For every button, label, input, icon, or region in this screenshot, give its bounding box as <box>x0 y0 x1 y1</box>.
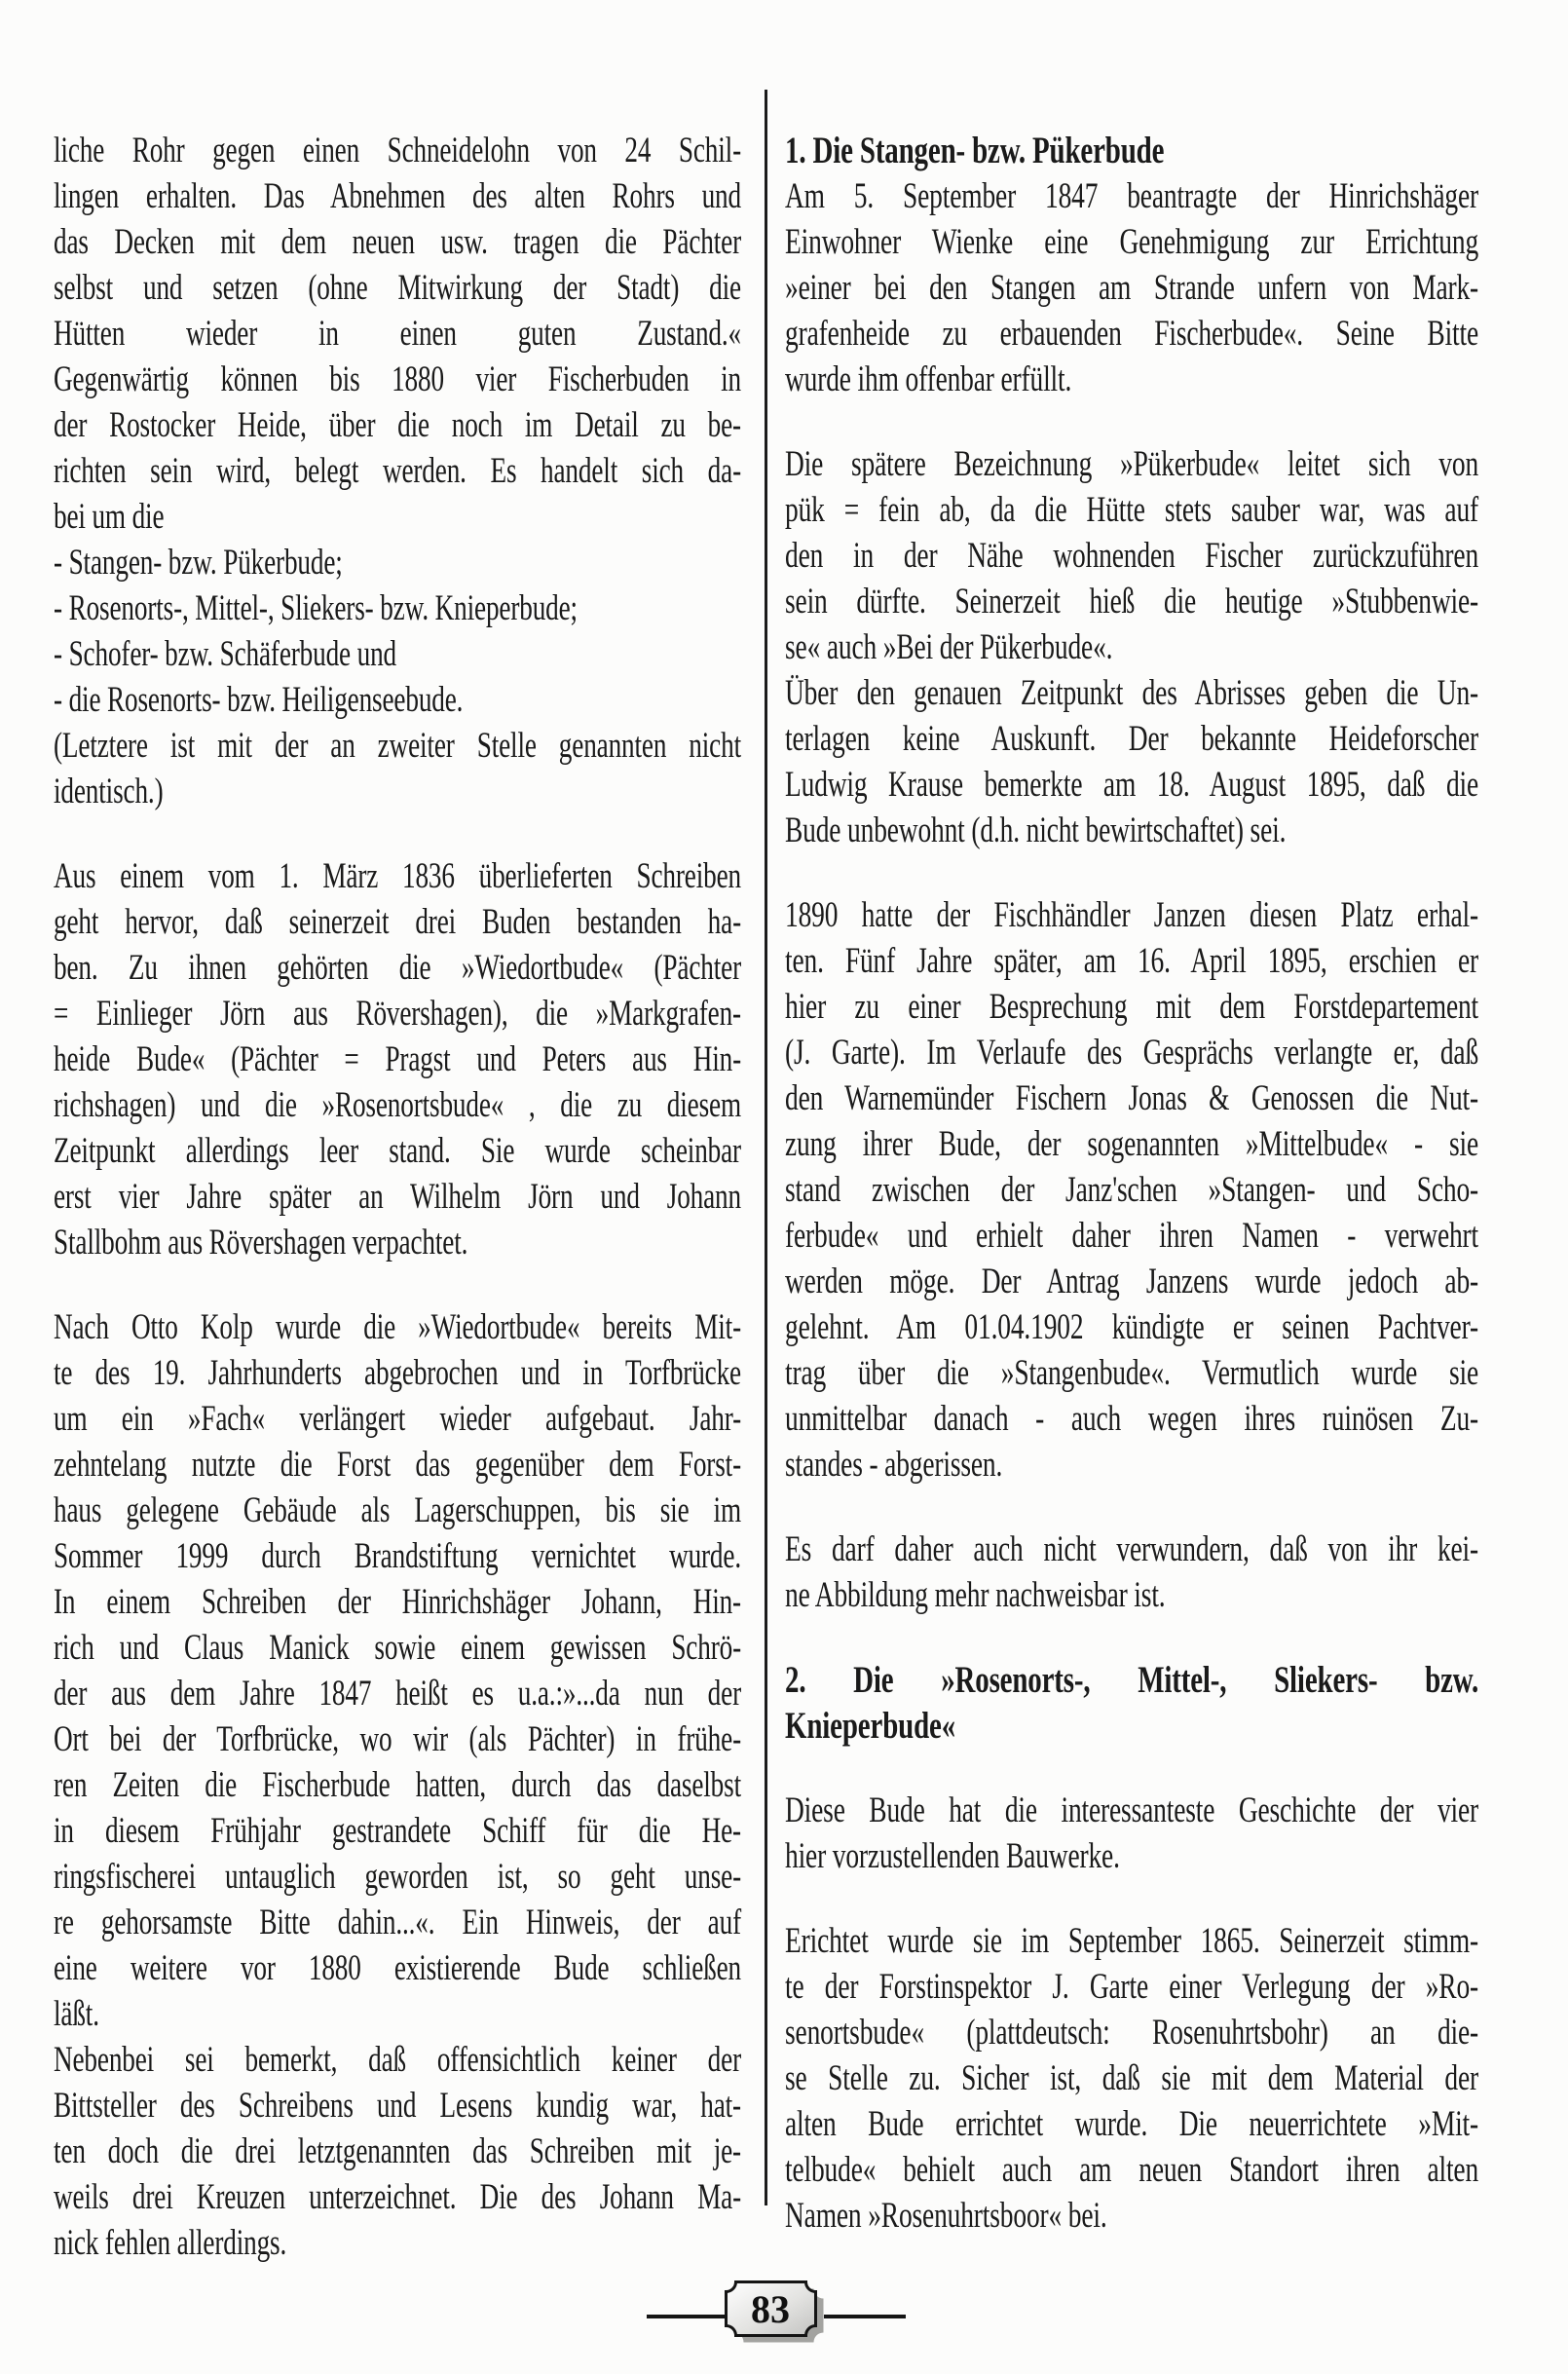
text-line: Einwohner Wienke eine Genehmigung zur Errichtung <box>785 222 1479 262</box>
text-line: richten sein wird, belegt werden. Es handelt sich da- <box>54 451 741 491</box>
text-line: Bude unbewohnt (d.h. nicht bewirtschaftet) sei. <box>785 810 1287 850</box>
page-number: 83 <box>751 2287 790 2331</box>
text-line: der aus dem Jahre 1847 heißt es u.a.:»...da nun der <box>54 1674 741 1714</box>
text-line: (Letztere ist mit der an zweiter Stelle genannten nicht <box>54 726 741 766</box>
text-line: werden möge. Der Antrag Janzens wurde jedoch ab- <box>785 1262 1479 1301</box>
text-line: ferbude« und erhielt daher ihren Namen - verwehrt <box>785 1216 1479 1256</box>
left-column-text <box>54 128 741 2266</box>
text-line: Nebenbei sei bemerkt, daß offensichtlich keiner der <box>54 2040 741 2080</box>
text-line: alten Bude errichtet wurde. Die neuerrichtete »Mit- <box>785 2104 1479 2144</box>
text-line: Diese Bude hat die interessanteste Geschichte der vier <box>785 1790 1479 1830</box>
text-line: ren Zeiten die Fischerbude hatten, durch das daselbst <box>54 1765 741 1805</box>
text-line: zung ihrer Bude, der sogenannten »Mittelbude« - sie <box>785 1124 1479 1164</box>
text-line: grafenheide zu erbauenden Fischerbude«. Seine Bitte <box>785 314 1479 354</box>
text-line: identisch.) <box>54 772 164 811</box>
text-line: - Rosenorts-, Mittel-, Sliekers- bzw. Knieperbude; <box>54 588 578 628</box>
text-line: Zeitpunkt allerdings leer stand. Sie wurde scheinbar <box>54 1131 741 1171</box>
paragraph <box>54 723 741 814</box>
paragraph <box>785 892 1478 1488</box>
paragraph <box>785 1918 1478 2239</box>
footer-rule-left <box>647 2315 729 2318</box>
text-line: lingen erhalten. Das Abnehmen des alten Rohrs und <box>54 176 741 216</box>
text-line: heide Bude« (Pächter = Pragst und Peters aus Hin- <box>54 1039 741 1079</box>
text-line: senortsbude« (plattdeutsch: Rosenuhrtsbohr) an die- <box>785 2013 1479 2053</box>
text-line: Gegenwärtig können bis 1880 vier Fischerbuden in <box>54 359 741 399</box>
text-line: In einem Schreiben der Hinrichshäger Johann, Hin- <box>54 1582 741 1622</box>
text-line: haus gelegene Gebäude als Lagerschuppen, bis sie im <box>54 1490 741 1530</box>
text-line: das Decken mit dem neuen usw. tragen die Pächter <box>54 222 741 262</box>
text-line: erst vier Jahre später an Wilhelm Jörn und Johann <box>54 1177 741 1217</box>
paragraph <box>54 1304 741 2037</box>
text-line: ten. Fünf Jahre später, am 16. April 1895, erschien er <box>785 941 1479 981</box>
text-line: den Warnemünder Fischern Jonas & Genossen die Nut- <box>785 1078 1479 1118</box>
text-line: den in der Nähe wohnenden Fischer zurückzuführen <box>785 536 1479 576</box>
text-line: Hütten wieder in einen guten Zustand.« <box>54 314 741 354</box>
text-line: bei um die <box>54 497 165 537</box>
section-heading <box>785 128 1478 173</box>
paragraph <box>785 670 1478 853</box>
text-line: 1890 hatte der Fischhändler Janzen diesen Platz erhal- <box>785 895 1479 935</box>
right-column <box>785 128 1478 2239</box>
text-line: = Einlieger Jörn aus Rövershagen), die »Markgrafen- <box>54 994 741 1034</box>
text-line: - Schofer- bzw. Schäferbude und <box>54 634 397 674</box>
left-column <box>54 128 741 2266</box>
text-line: Ludwig Krause bemerkte am 18. August 1895, daß die <box>785 765 1479 805</box>
text-line: um ein »Fach« verlängert wieder aufgebaut. Jahr- <box>54 1399 741 1439</box>
paragraph <box>54 2037 741 2266</box>
paragraph <box>785 1788 1478 1879</box>
text-line: läßt. <box>54 1994 99 2034</box>
text-line: rich und Claus Manick sowie einem gewissen Schrö- <box>54 1628 741 1668</box>
text-line: ringsfischerei untauglich geworden ist, so geht unse- <box>54 1857 741 1897</box>
page-number-badge <box>723 2280 828 2350</box>
text-line: Nach Otto Kolp wurde die »Wiedortbude« bereits Mit- <box>54 1307 741 1347</box>
text-line: Knieperbude« <box>785 1705 956 1747</box>
text-line: telbude« behielt auch am neuen Standort ihren alten <box>785 2150 1479 2190</box>
text-line: gelehnt. Am 01.04.1902 kündigte er seinen Pachtver- <box>785 1307 1479 1347</box>
text-line: pük = fein ab, da die Hütte stets sauber war, was auf <box>785 490 1479 530</box>
paragraph <box>785 441 1478 670</box>
text-line: richshagen) und die »Rosenortsbude« , die zu diesem <box>54 1085 741 1125</box>
text-line: - Stangen- bzw. Pükerbude; <box>54 543 343 583</box>
text-line: nick fehlen allerdings. <box>54 2223 287 2263</box>
text-line: ne Abbildung mehr nachweisbar ist. <box>785 1575 1166 1615</box>
paragraph <box>785 1526 1478 1618</box>
text-line: liche Rohr gegen einen Schneidelohn von 24 Schil- <box>54 131 741 170</box>
text-line: Am 5. September 1847 beantragte der Hinrichshäger <box>785 176 1479 216</box>
text-line: ten doch die drei letztgenannten das Schreiben mit je- <box>54 2131 741 2171</box>
text-line: selbst und setzen (ohne Mitwirkung der Stadt) die <box>54 268 741 308</box>
text-line: zehntelang nutzte die Forst das gegenüber dem Forst- <box>54 1445 741 1485</box>
text-line: Namen »Rosenuhrtsboor« bei. <box>785 2196 1107 2236</box>
text-line: te des 19. Jahrhunderts abgebrochen und in Torfbrücke <box>54 1353 741 1393</box>
section-heading <box>785 1657 1478 1749</box>
text-line: re gehorsamste Bitte dahin...«. Ein Hinweis, der auf <box>54 1903 741 1942</box>
text-line: »einer bei den Stangen am Strande unfern von Mark- <box>785 268 1479 308</box>
text-line: geht hervor, daß seinerzeit drei Buden bestanden ha- <box>54 902 741 942</box>
text-line: hier vorzustellenden Bauwerke. <box>785 1836 1120 1876</box>
text-line: - die Rosenorts- bzw. Heiligenseebude. <box>54 680 464 720</box>
paragraph <box>54 853 741 1265</box>
text-line: Stallbohm aus Rövershagen verpachtet. <box>54 1223 468 1262</box>
text-line: te der Forstinspektor J. Garte einer Verlegung der »Ro- <box>785 1967 1479 2007</box>
text-line: se« auch »Bei der Pükerbude«. <box>785 627 1113 667</box>
text-line: stand zwischen der Janz'schen »Stangen- und Scho- <box>785 1170 1479 1210</box>
text-line: 1. Die Stangen- bzw. Pükerbude <box>785 130 1165 171</box>
paragraph <box>785 173 1478 402</box>
text-line: hier zu einer Besprechung mit dem Forstdepartement <box>785 987 1479 1027</box>
text-line: eine weitere vor 1880 existierende Bude schließen <box>54 1948 741 1988</box>
text-line: wurde ihm offenbar erfüllt. <box>785 359 1072 399</box>
text-line: se Stelle zu. Sicher ist, daß sie mit dem Material der <box>785 2058 1479 2098</box>
text-line: terlagen keine Auskunft. Der bekannte Heideforscher <box>785 719 1479 759</box>
text-line: 2. Die »Rosenorts-, Mittel-, Sliekers- bzw. <box>785 1659 1479 1701</box>
text-line: Ort bei der Torfbrücke, wo wir (als Pächter) in frühe- <box>54 1719 741 1759</box>
text-line: Die spätere Bezeichnung »Pükerbude« leitet sich von <box>785 444 1479 484</box>
text-line: weils drei Kreuzen unterzeichnet. Die des Johann Ma- <box>54 2177 741 2217</box>
paragraph <box>54 128 741 540</box>
text-line: in diesem Frühjahr gestrandete Schiff für die He- <box>54 1811 741 1851</box>
footer-rule-right <box>824 2315 906 2318</box>
text-line: der Rostocker Heide, über die noch im Detail zu be- <box>54 405 741 445</box>
column-divider-rule <box>765 90 767 2205</box>
text-line: Über den genauen Zeitpunkt des Abrisses geben die Un- <box>785 673 1479 713</box>
text-line: Aus einem vom 1. März 1836 überlieferten Schreiben <box>54 856 741 896</box>
text-line: trag über die »Stangenbude«. Vermutlich wurde sie <box>785 1353 1479 1393</box>
text-line: Bittsteller des Schreibens und Lesens kundig war, hat- <box>54 2086 741 2126</box>
text-line: Sommer 1999 durch Brandstiftung vernichtet wurde. <box>54 1536 741 1576</box>
text-line: standes - abgerissen. <box>785 1445 1003 1485</box>
text-line: sein dürfte. Seinerzeit hieß die heutige »Stubbenwie- <box>785 582 1479 622</box>
list-block <box>54 540 741 723</box>
text-line: ben. Zu ihnen gehörten die »Wiedortbude« (Pächter <box>54 948 741 988</box>
text-line: Erichtet wurde sie im September 1865. Seinerzeit stimm- <box>785 1921 1479 1961</box>
text-line: Es darf daher auch nicht verwundern, daß von ihr kei- <box>785 1529 1479 1569</box>
right-column-text <box>785 128 1478 2239</box>
text-line: (J. Garte). Im Verlaufe des Gesprächs verlangte er, daß <box>785 1033 1479 1073</box>
text-line: unmittelbar danach - auch wegen ihres ruinösen Zu- <box>785 1399 1479 1439</box>
